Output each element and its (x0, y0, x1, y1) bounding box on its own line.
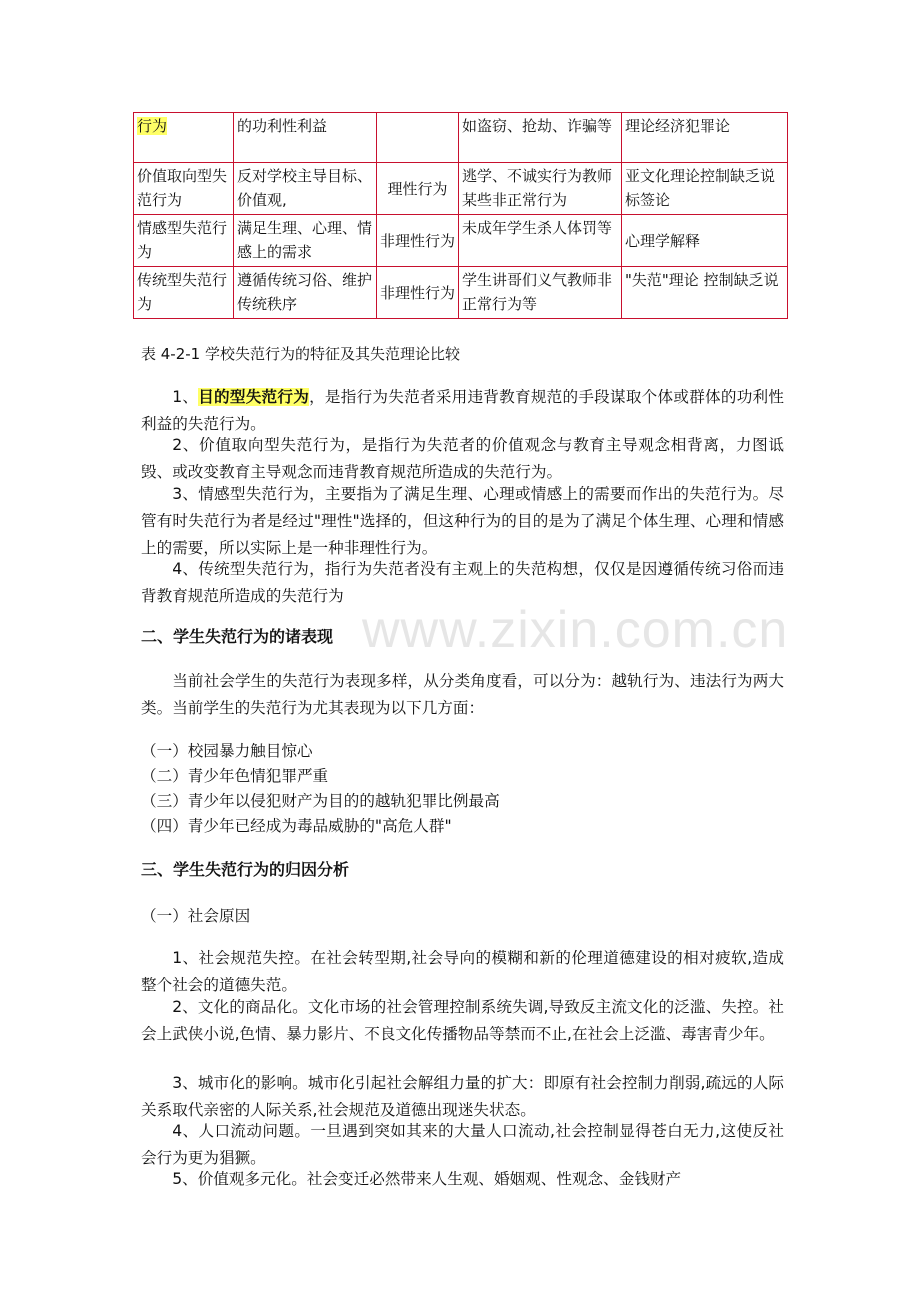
paragraph-text: ，是指行为失范者采用违背教育规范的手段谋取个体或群体的功利性利益的失范行为。 (141, 388, 784, 433)
table-cell: 理论经济犯罪论 (622, 113, 788, 163)
table-cell: 遵循传统习俗、维护传统秩序 (234, 267, 377, 319)
table-cell: 非理性行为 (377, 215, 459, 267)
table-cell: 满足生理、心理、情感上的需求 (234, 215, 377, 267)
section-2-intro: 当前社会学生的失范行为表现多样，从分类角度看，可以分为：越轨行为、违法行为两大类。当前学生的失范行为尤其表现为以下几方面： (141, 672, 784, 717)
list-item: （三）青少年以侵犯财产为目的的越轨犯罪比例最高 (141, 792, 500, 810)
table-cell: 价值取向型失范行为 (134, 163, 234, 215)
table-row (134, 113, 788, 163)
table-cell: 学生讲哥们义气教师非正常行为等 (459, 267, 622, 319)
watermark: www.zixin.com.cn (362, 601, 789, 659)
table-cell: 亚文化理论控制缺乏说标签论 (622, 163, 788, 215)
cause-paragraph: 2、文化的商品化。文化市场的社会管理控制系统失调,导致反主流文化的泛滥、失控。社会上武侠小说,色情、暴力影片、不良文化传播物品等禁而不止,在社会上泛滥、毒害青少年。 (141, 998, 784, 1043)
section-heading-2: 二、学生失范行为的诸表现 (141, 627, 334, 646)
table-cell: 未成年学生杀人体罚等 (459, 215, 622, 267)
table-caption: 表 4-2-1 学校失范行为的特征及其失范理论比较 (141, 345, 460, 363)
table-cell (134, 113, 234, 163)
table-cell: 的功利性利益 (234, 113, 377, 163)
cause-paragraph: 5、价值观多元化。社会变迁必然带来人生观、婚姻观、性观念、金钱财产 (172, 1170, 682, 1188)
table-cell: 心理学解释 (622, 215, 788, 267)
paragraph-type-3: 3、情感型失范行为，主要指为了满足生理、心理或情感上的需要而作出的失范行为。尽管有时失范行为者是经过"理性"选择的，但这种行为的目的是为了满足个体生理、心理和情感上的需要，所以实际上是一种非理性行为。 (141, 485, 784, 557)
cause-paragraph: 3、城市化的影响。城市化引起社会解组力量的扩大：即原有社会控制力削弱,疏远的人际关系取代亲密的人际关系,社会规范及道德出现迷失状态。 (141, 1074, 784, 1119)
table-cell: 非理性行为 (377, 267, 459, 319)
list-item: （二）青少年色情犯罪严重 (141, 767, 329, 785)
table-cell: 逃学、不诚实行为教师某些非正常行为 (459, 163, 622, 215)
table-row (134, 215, 788, 267)
subsection-heading: （一）社会原因 (141, 907, 251, 925)
table-cell: 传统型失范行为 (134, 267, 234, 319)
table-cell: 反对学校主导目标、价值观, (234, 163, 377, 215)
cause-paragraph: 1、社会规范失控。在社会转型期,社会导向的模糊和新的伦理道德建设的相对疲软,造成整个社会的道德失范。 (141, 949, 784, 994)
highlighted-text: 行为 (137, 117, 168, 135)
table-cell (377, 113, 459, 163)
paragraph-type-2: 2、价值取向型失范行为，是指行为失范者的价值观念与教育主导观念相背离，力图诋毁、或改变教育主导观念而违背教育规范所造成的失范行为。 (141, 436, 784, 481)
paragraph-type-4: 4、传统型失范行为，指行为失范者没有主观上的失范构想，仅仅是因遵循传统习俗而违背教育规范所造成的失范行为 (141, 560, 784, 605)
paragraph-type-1 (141, 384, 784, 438)
paragraph-prefix: 1、 (172, 388, 199, 406)
list-item: （四）青少年已经成为毒品威胁的"高危人群" (141, 817, 452, 835)
table-row (134, 163, 788, 215)
table-cell: 如盗窃、抢劫、诈骗等 (459, 113, 622, 163)
cause-paragraph: 4、人口流动问题。一旦遇到突如其来的大量人口流动,社会控制显得苍白无力,这使反社会行为更为猖獗。 (141, 1122, 784, 1167)
table-cell: 情感型失范行为 (134, 215, 234, 267)
table-cell: 理性行为 (377, 163, 459, 215)
section-heading-3: 三、学生失范行为的归因分析 (141, 860, 350, 879)
table-cell: "失范"理论 控制缺乏说 (622, 267, 788, 319)
comparison-table (133, 112, 788, 319)
table-row (134, 267, 788, 319)
list-item: （一）校园暴力触目惊心 (141, 742, 313, 760)
highlighted-term: 目的型失范行为 (198, 388, 310, 406)
